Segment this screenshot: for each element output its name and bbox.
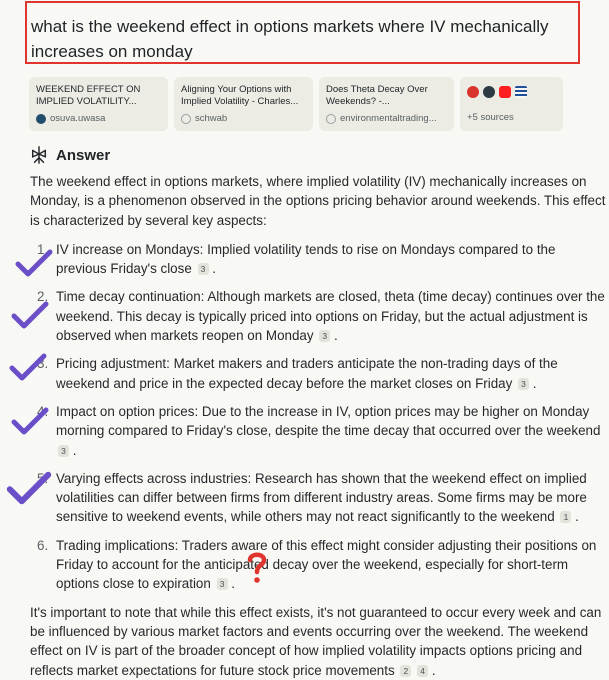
globe-icon <box>326 114 336 124</box>
sources-row <box>29 77 563 131</box>
source-favicon-icon <box>515 86 527 98</box>
list-item: 2. Time decay continuation: Although markets are closed, theta (time decay) continues over the weekend. This decay is typically priced into options on Friday, but the actual adjustment is observed when markets reopen on Monday 3 . <box>37 289 605 344</box>
check-mark-icon <box>10 406 50 436</box>
source-title: Aligning Your Options with Implied Volatility - Charles... <box>181 84 299 107</box>
citation-badge[interactable]: 3 <box>217 578 228 590</box>
citation-badge[interactable]: 3 <box>319 330 330 342</box>
answer-header <box>30 146 110 164</box>
source-site: osuva.uwasa <box>50 113 106 124</box>
citation-badge[interactable]: 3 <box>518 378 529 390</box>
more-sources-card[interactable] <box>460 77 563 131</box>
answer-list <box>30 240 608 594</box>
source-favicon-icon <box>467 86 479 98</box>
source-card[interactable] <box>319 77 454 131</box>
list-item: 5. Varying effects across industries: Research has shown that the weekend effect on implied volatilities can differ between firms from different industry areas. Some firms may be more sensitive to weekend events, while others may not react significantly to the weekend 1 . <box>37 470 587 525</box>
list-item: 6. Trading implications: Traders aware of this effect might consider adjusting their positions on Friday to account for the anticipated decay over the weekend, especially for short-term options close to expiration 3 . <box>37 537 597 592</box>
source-title: WEEKEND EFFECT ON IMPLIED VOLATILITY... <box>36 84 141 107</box>
more-sources-label: +5 sources <box>467 112 514 123</box>
site-favicon-icon <box>36 114 46 124</box>
list-item: 4. Impact on option prices: Due to the increase in IV, option prices may be higher on Monday morning compared to Friday's close, despite the time decay that occurred over the weekend 3 . <box>37 403 601 458</box>
check-mark-icon <box>14 248 54 278</box>
check-mark-icon <box>4 470 54 506</box>
globe-icon <box>181 114 191 124</box>
query-heading: what is the weekend effect in options markets where IV mechanically increases on monday <box>25 1 580 64</box>
citation-badge[interactable]: 3 <box>198 263 209 275</box>
citation-badge[interactable]: 2 <box>400 665 411 677</box>
check-mark-icon <box>10 300 50 330</box>
citation-badge[interactable]: 1 <box>560 511 571 523</box>
source-site: schwab <box>195 113 228 124</box>
list-item: 1. IV increase on Mondays: Implied volatility tends to rise on Mondays compared to the previous Friday's close 3 . <box>37 241 556 277</box>
answer-icon <box>30 146 48 164</box>
source-favicon-icon <box>483 86 495 98</box>
answer-heading: Answer <box>56 146 111 164</box>
citation-badge[interactable]: 3 <box>58 445 69 457</box>
question-mark-icon <box>245 550 269 584</box>
source-card[interactable] <box>174 77 313 131</box>
answer-outro: It's important to note that while this effect exists, it's not guaranteed to occur every week and can be influenced by various market factors and events occurring over the weekend. The weekend effect on IV is part of the broader concept of how implied volatility impacts options pricing and reflects market expectations for future stock price movements 2 4 . <box>30 604 602 678</box>
source-site: environmentaltrading... <box>340 113 437 124</box>
answer-intro: The weekend effect in options markets, where implied volatility (IV) mechanically increases on Monday, is a phenomenon observed in the options pricing behavior around weekends. This effect is characterized by several key aspects: <box>30 174 606 228</box>
citation-badge[interactable]: 4 <box>417 665 428 677</box>
youtube-icon <box>499 86 511 98</box>
source-card[interactable] <box>29 77 168 131</box>
answer-body <box>30 172 608 680</box>
source-title: Does Theta Decay Over Weekends? -... <box>326 84 428 107</box>
check-mark-icon <box>8 352 48 382</box>
list-item: 3. Pricing adjustment: Market makers and traders anticipate the non-trading days of the weekend and price in the expected decay before the market closes on Friday 3 . <box>37 356 558 391</box>
